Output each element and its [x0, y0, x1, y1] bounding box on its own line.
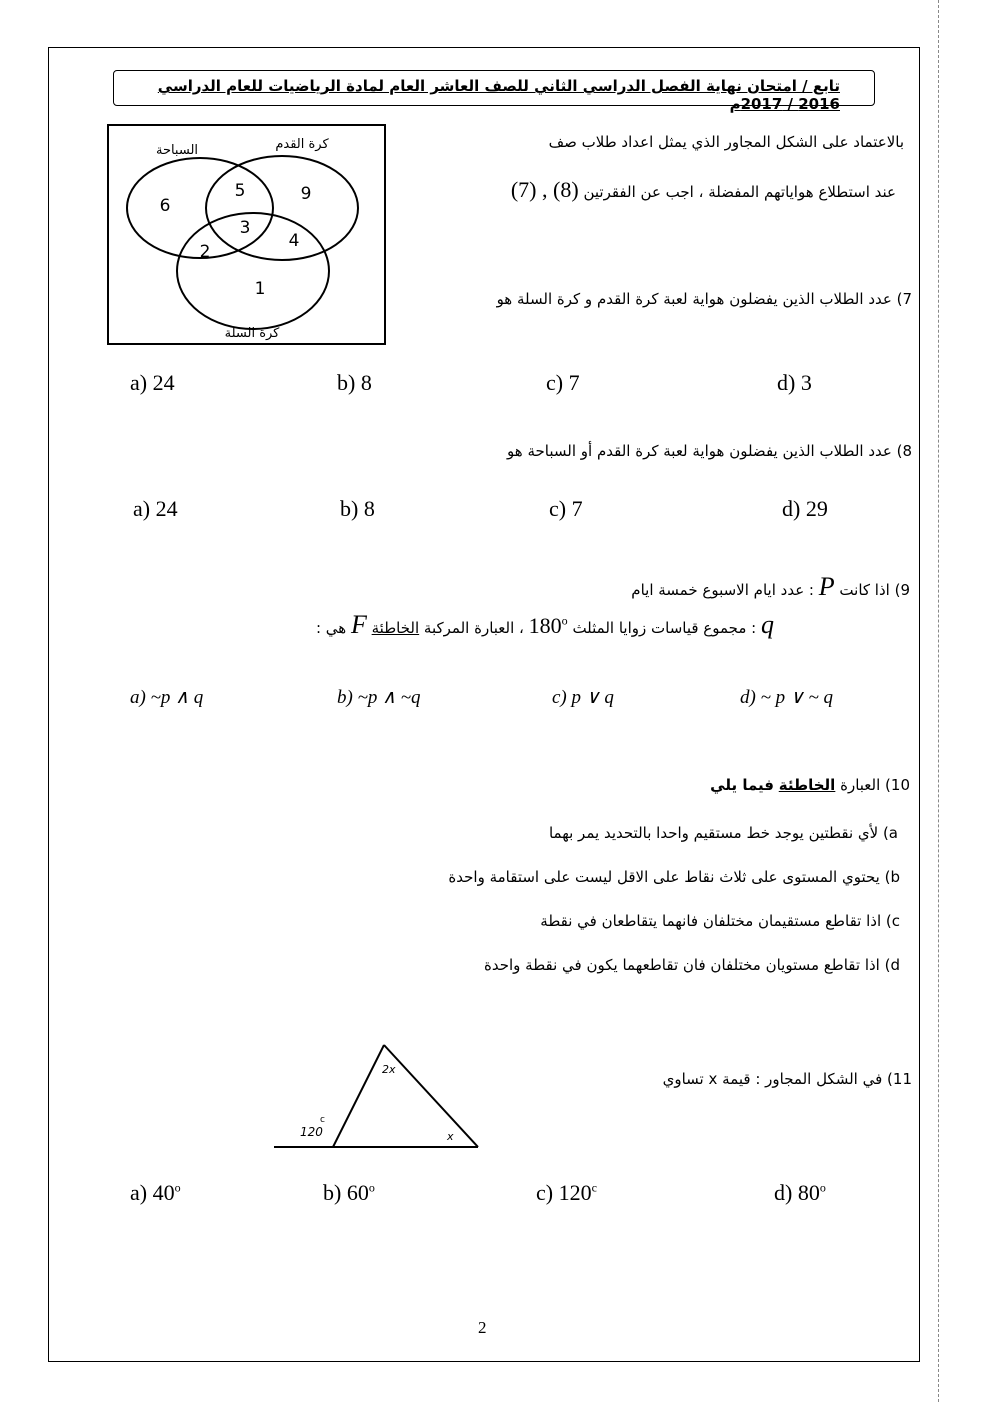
q9-q-text: : مجموع قياسات زوايا المثلث	[572, 619, 757, 637]
q11-option-c-degree: c	[591, 1180, 597, 1195]
venn-region-all: 3	[239, 218, 251, 238]
q7-option-c[interactable]: c) 7	[546, 370, 580, 395]
venn-region-basketball-only: 1	[254, 279, 266, 299]
venn-label-basketball: كرة السلة	[224, 326, 280, 341]
q7-option-b[interactable]: b) 8	[337, 370, 372, 395]
intro-question-refs: (7) , (8)	[510, 177, 579, 202]
venn-region-swim-basketball: 2	[199, 242, 211, 262]
q9-f-variable: F	[350, 610, 367, 639]
q11-option-b-degree: o	[368, 1180, 375, 1195]
q9-q-variable: q	[761, 610, 774, 639]
triangle-right-side	[384, 1045, 478, 1147]
q9-line-1	[631, 572, 910, 602]
q10-option-a[interactable]: a) لأي نقطتين يوجد خط مستقيم واحدا بالتحديد يمر بهما	[548, 824, 898, 842]
q11-option-d-degree: o	[819, 1180, 826, 1195]
q10-option-c[interactable]: c) اذا تقاطع مستقيمان مختلفان فانهما يتقاطعان في نقطة	[540, 912, 900, 930]
q9-prefix: 9) اذا كانت	[839, 581, 910, 599]
q7-option-a[interactable]: a) 24	[130, 370, 175, 395]
q9-compound-pre: ، العبارة المركبة	[423, 619, 524, 637]
q8-text: 8) عدد الطلاب الذين يفضلون هواية لعبة كرة القدم أو السباحة هو	[507, 442, 912, 460]
scan-edge-line	[938, 0, 939, 1402]
venn-region-swim-only: 6	[159, 196, 171, 216]
intro-line-1: بالاعتماد على الشكل المجاور الذي يمثل اعداد طلاب صف	[548, 133, 904, 151]
q7-text: 7) عدد الطلاب الذين يفضلون هواية لعبة كرة القدم و كرة السلة هو	[496, 290, 912, 308]
triangle-top-angle: 2x	[382, 1063, 396, 1076]
q10-text	[710, 776, 910, 794]
q9-option-c[interactable]: c) p ∨ q	[552, 687, 614, 708]
venn-diagram	[107, 124, 387, 346]
page-number: 2	[478, 1318, 487, 1337]
triangle-right-angle: x	[447, 1130, 454, 1143]
q11-option-d-value: d) 80	[774, 1180, 820, 1205]
venn-circle-basketball	[177, 213, 329, 329]
venn-region-football-basketball: 4	[288, 231, 300, 251]
q10-suffix: فيما يلي	[710, 776, 774, 794]
triangle-exterior-angle: 120	[300, 1125, 323, 1139]
q9-angle	[529, 613, 568, 638]
venn-region-football-only: 9	[300, 184, 312, 204]
q10-false-word: الخاطئة	[778, 776, 836, 794]
q8-option-d[interactable]: d) 29	[782, 496, 828, 521]
venn-circle-football	[206, 156, 358, 260]
q8-option-b[interactable]: b) 8	[340, 496, 375, 521]
venn-label-swim: السباحة	[155, 143, 199, 158]
q9-p-text: : عدد ايام الاسبوع خمسة ايام	[631, 581, 814, 599]
q11-option-c-value: c) 120	[536, 1180, 592, 1205]
venn-region-swim-football: 5	[234, 181, 246, 201]
q11-option-a-degree: o	[174, 1180, 181, 1195]
intro-line-2-text: عند استطلاع هواياتهم المفضلة ، اجب عن الفقرتين	[583, 183, 896, 201]
intro-line-2	[511, 177, 896, 203]
exam-header-title: تابع / امتحان نهاية الفصل الدراسي الثاني للصف العاشر العام لمادة الرياضيات للعام الدراسي 2016 / 2017م	[157, 77, 840, 113]
q8-option-a[interactable]: a) 24	[133, 496, 178, 521]
q10-option-d[interactable]: d) اذا تقاطع مستويان مختلفان فان تقاطعهما يكون في نقطة واحدة	[483, 956, 900, 974]
q7-option-d[interactable]: d) 3	[777, 370, 812, 395]
venn-label-football: كرة القدم	[275, 137, 329, 152]
q11-option-a-value: a) 40	[130, 1180, 175, 1205]
q9-line-2	[316, 610, 774, 640]
q10-option-b[interactable]: b) يحتوي المستوى على ثلاث نقاط على الاقل ليست على استقامة واحدة	[448, 868, 900, 886]
q11-text: 11) في الشكل المجاور : قيمة x تساوي	[662, 1070, 912, 1088]
q11-option-c[interactable]	[536, 1180, 597, 1206]
q9-option-b[interactable]: b) ~p ∧ ~q	[337, 687, 421, 708]
q9-angle-value: 180	[528, 613, 562, 638]
q11-option-a[interactable]	[130, 1180, 181, 1206]
q9-false-word: الخاطئة	[371, 619, 420, 637]
q8-option-c[interactable]: c) 7	[549, 496, 583, 521]
q11-option-b[interactable]	[323, 1180, 375, 1206]
triangle-left-side	[333, 1045, 384, 1147]
q9-option-a[interactable]: a) ~p ∧ q	[130, 687, 204, 708]
triangle-exterior-angle-degree: c	[320, 1115, 325, 1125]
q11-triangle-figure	[272, 1040, 484, 1156]
q10-prefix: 10) العبارة	[840, 776, 910, 794]
q9-is: هي :	[315, 619, 347, 637]
q9-option-d[interactable]: d) ~ p ∨ ~ q	[740, 687, 834, 708]
q9-angle-degree: o	[561, 613, 568, 628]
q9-p-variable: P	[818, 572, 835, 601]
q11-option-b-value: b) 60	[323, 1180, 369, 1205]
q11-option-d[interactable]	[774, 1180, 826, 1206]
